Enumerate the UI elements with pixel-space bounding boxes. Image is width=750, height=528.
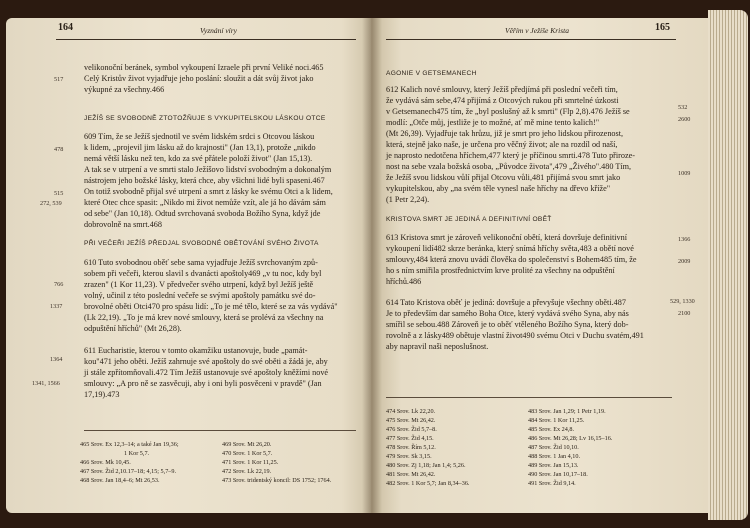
footnote: 475 Srov. Mt 26,42.: [386, 417, 436, 424]
right-line-21: smířil se sebou.488 Zároveň je to oběť vtěleného Božího Syna, který dob-: [386, 320, 629, 329]
left-section-heading-1: JEŽÍŠ SE SVOBODNĚ ZTOTOŽŇUJE S VYKUPITELSKOU LÁSKOU OTCE: [84, 115, 326, 122]
left-line-3: výkupné za všechny.466: [84, 85, 165, 94]
right-line-8: je naprosto nedotčena hříchem,477 který je příčinou smrti.478 Tuto přiroze-: [386, 151, 635, 160]
footnote: 471 Srov. 1 Kor 11,25.: [222, 459, 279, 466]
right-line-23: aby napravil naši neposlušnost.: [386, 342, 489, 351]
footnote: 473 Srov. tridentský koncil: DS 1752; 1764.: [222, 477, 332, 484]
book-gutter: [362, 18, 382, 513]
right-line-3: že vydává sám sebe,474 přijímá z Otcových rukou při smrtelné úzkosti: [386, 96, 619, 105]
left-line-16: sobem při večeři, kterou slavil s dvanácti apoštoly469 „v tu noc, kdy byl: [84, 269, 322, 278]
footnote: 466 Srov. Mk 10,45.: [80, 459, 131, 466]
right-page-number: 165: [655, 22, 670, 33]
right-line-12: (1 Petr 2,24).: [386, 195, 430, 204]
left-line-20: (Lk 22,19). „To je má krev nové smlouvy, která se prolévá za všechny na: [84, 313, 324, 322]
footnote: 469 Srov. Mt 26,20.: [222, 441, 272, 448]
right-line-4: v Getsemanech475 tím, že „byl poslušný až k smrti" (Flp 2,8).476 Ježíš se: [386, 107, 630, 116]
footnote: 470 Srov. 1 Kor 5,7.: [222, 450, 273, 457]
footnote: 487 Srov. Žid 10,10.: [528, 444, 579, 451]
margin-ref: 766: [54, 281, 64, 288]
left-line-17: zrazen" (1 Kor 11,23). V předvečer svého utrpení, když byl Ježíš ještě: [84, 280, 314, 289]
footnote: 484 Srov. 1 Kor 11,25.: [528, 417, 585, 424]
left-line-5: 609 Tím, že se Ježíš sjednotil ve svém lidském srdci s Otcovou láskou: [84, 132, 315, 141]
footnote: 486 Srov. Mt 26,28; Lv 16,15–16.: [528, 435, 613, 442]
footnote: 480 Srov. Zj 1,18; Jan 1,4; 5,26.: [386, 462, 466, 469]
left-section-heading-2: PŘI VEČEŘI JEŽÍŠ PŘEDJAL SVOBODNÉ OBĚTOVÁNÍ SVÉHO ŽIVOTA: [84, 240, 319, 247]
margin-ref: 2600: [678, 116, 691, 123]
margin-ref: 1341, 1566: [32, 380, 60, 387]
left-running-title: Vyznání víry: [200, 26, 238, 35]
left-page-number: 164: [58, 22, 73, 33]
right-line-15: vykoupení lidí482 skrze beránka, který snímá hříchy světa,483 a obětí nové: [386, 244, 634, 253]
footnote: 483 Srov. Jan 1,29; 1 Petr 1,19.: [528, 408, 606, 415]
left-line-24: ji stále zpřítomňovali.472 Tím Ježíš ustanovuje své apoštoly kněžími nové: [84, 368, 329, 377]
left-line-9: nástrojem jeho božské lásky, která chce, aby všichni lidé byli spaseni.467: [84, 176, 325, 185]
right-line-20: Je to především dar samého Boha Otce, který vydává svého Syna, aby nás: [386, 309, 629, 318]
right-line-11: vykupitelskou, aby „na svém těle vynesl naše hříchy na dřevo kříže": [386, 184, 611, 193]
footnote: 479 Srov. Sk 3,15.: [386, 453, 432, 460]
margin-ref: 1337: [50, 303, 63, 310]
right-line-17: ho s ním smiřila prostřednictvím krve prolité za všechny na odpuštění: [386, 266, 615, 275]
left-line-1: velikonoční beránek, symbol vykoupení Izraele při první Veliké noci.465: [84, 63, 324, 72]
right-line-16: smlouvy,484 která znovu uvádí člověka do společenství s Bohem485 tím, že: [386, 255, 637, 264]
left-line-15: 610 Tuto svobodnou oběť sebe sama vyjadřuje Ježíš svrchovaným způ-: [84, 258, 318, 267]
right-section-heading-1: AGONIE V GETSEMANECH: [386, 70, 477, 77]
footnote: 489 Srov. Jan 15,13.: [528, 462, 579, 469]
footnote: 476 Srov. Žid 5,7–8.: [386, 426, 437, 433]
footnote: 465 Srov. Ex 12,3–14; a také Jan 19,36;: [80, 441, 179, 448]
right-line-18: hříchů.486: [386, 277, 422, 286]
right-footnote-rule: [386, 397, 672, 398]
footnote: 488 Srov. 1 Jan 4,10.: [528, 453, 581, 460]
right-line-7: která, stejně jako naše, je určena pro věčný život; ale na rozdíl od naší,: [386, 140, 618, 149]
right-line-6: (Mt 26,39). Vyjadřuje tak hrůzu, již je smrt pro jeho lidskou přirozenost,: [386, 129, 624, 138]
right-header-rule: [386, 39, 676, 40]
left-header-rule: [56, 39, 356, 40]
right-line-10: že Ježíš svou lidskou vůlí přijal Otcovu vůli,481 přijímá svou smrt jako: [386, 173, 621, 182]
margin-ref: 1364: [50, 356, 63, 363]
footnote: 490 Srov. Jan 10,17–18.: [528, 471, 588, 478]
left-line-10: On totiž svobodně přijal své utrpení a smrt z lásky ke svému Otci a k lidem,: [84, 187, 333, 196]
left-line-21: odpuštění hříchů" (Mt 26,28).: [84, 324, 182, 333]
margin-ref: 1009: [678, 170, 691, 177]
footnote: 1 Kor 5,7.: [124, 450, 150, 457]
left-line-11: které Otec chce spasit: „Nikdo mi život nemůže vzít, ale já ho dávám sám: [84, 198, 326, 207]
footnote: 474 Srov. Lk 22,20.: [386, 408, 436, 415]
right-line-19: 614 Tato Kristova oběť je jediná: dovršuje a převyšuje všechny oběti.487: [386, 298, 626, 307]
right-line-5: modlí: „Otče můj, jestliže je to možné, ať mě mine tento kalich!": [386, 118, 600, 127]
left-line-22: 611 Eucharistie, kterou v tomto okamžiku ustanovuje, bude „památ-: [84, 346, 308, 355]
margin-ref: 532: [678, 104, 688, 111]
footnote: 478 Srov. Řím 5,12.: [386, 444, 436, 451]
footnote: 468 Srov. Jan 18,4–6; Mt 26,53.: [80, 477, 160, 484]
margin-ref: 529, 1330: [670, 298, 695, 305]
margin-ref: 2100: [678, 310, 691, 317]
left-line-6: k lidem, „projevil jim lásku až do krajnosti" (Jan 13,1), protože „nikdo: [84, 143, 316, 152]
footnote: 491 Srov. Žid 9,14.: [528, 480, 576, 487]
right-line-14: 613 Kristova smrt je zároveň velikonoční obětí, která dovršuje definitivní: [386, 233, 628, 242]
left-line-8: A tak se v utrpení a ve smrti stalo Ježíšovo lidství svobodným a dokonalým: [84, 165, 332, 174]
margin-ref: 517: [54, 76, 64, 83]
left-line-18: volný, učinil z této poslední večeře se svými apoštoly památku své do-: [84, 291, 316, 300]
left-line-2: Celý Kristův život vyjadřuje jeho poslání: sloužit a dát svůj život jako: [84, 74, 314, 83]
left-line-12: od sebe" (Jan 10,18). Odtud svrchovaná svoboda Božího Syna, když jde: [84, 209, 321, 218]
margin-ref: 2009: [678, 258, 691, 265]
right-line-2: 612 Kalich nové smlouvy, který Ježíš předjímá při poslední večeři tím,: [386, 85, 618, 94]
right-running-title: Věřím v Ježíše Krista: [505, 26, 569, 35]
footnote: 485 Srov. Ex 24,8.: [528, 426, 575, 433]
margin-ref: 272, 539: [40, 200, 62, 207]
left-line-26: 17,19).473: [84, 390, 120, 399]
footnote: 467 Srov. Žid 2,10.17–18; 4,15; 5,7–9.: [80, 468, 177, 475]
footnote: 482 Srov. 1 Kor 5,7; Jan 8,34–36.: [386, 480, 470, 487]
footnote: 477 Srov. Žid 4,15.: [386, 435, 434, 442]
margin-ref: 478: [54, 146, 64, 153]
left-line-19: brovolné oběti Otci470 pro spásu lidí: „To je mé tělo, které se za vás vydává": [84, 302, 338, 311]
left-line-13: dobrovolně na smrt.468: [84, 220, 162, 229]
footnote: 472 Srov. Lk 22,19.: [222, 468, 272, 475]
left-line-25: smlouvy: „A pro ně se zasvěcuji, aby i oni byli posvěceni v pravdě" (Jan: [84, 379, 322, 388]
right-line-22: rovolně a z lásky489 obětuje vlastní život490 svému Otci v Duchu svatém,491: [386, 331, 644, 340]
left-line-23: kou"471 jeho oběti. Ježíš zahrnuje své apoštoly do své oběti a žádá je, aby: [84, 357, 328, 366]
left-line-7: nemá větší lásku než ten, kdo za své přátele položí život" (Jan 15,13).: [84, 154, 313, 163]
right-line-9: nost na sebe vzala božská osoba, „Původce života",479 „Živého".480 Tím,: [386, 162, 632, 171]
page-edges: [708, 10, 748, 520]
left-footnote-rule: [84, 430, 356, 431]
margin-ref: 1366: [678, 236, 691, 243]
footnote: 481 Srov. Mt 26,42.: [386, 471, 436, 478]
right-section-heading-2: KRISTOVA SMRT JE JEDINÁ A DEFINITIVNÍ OBĚŤ: [386, 216, 552, 223]
margin-ref: 515: [54, 190, 64, 197]
